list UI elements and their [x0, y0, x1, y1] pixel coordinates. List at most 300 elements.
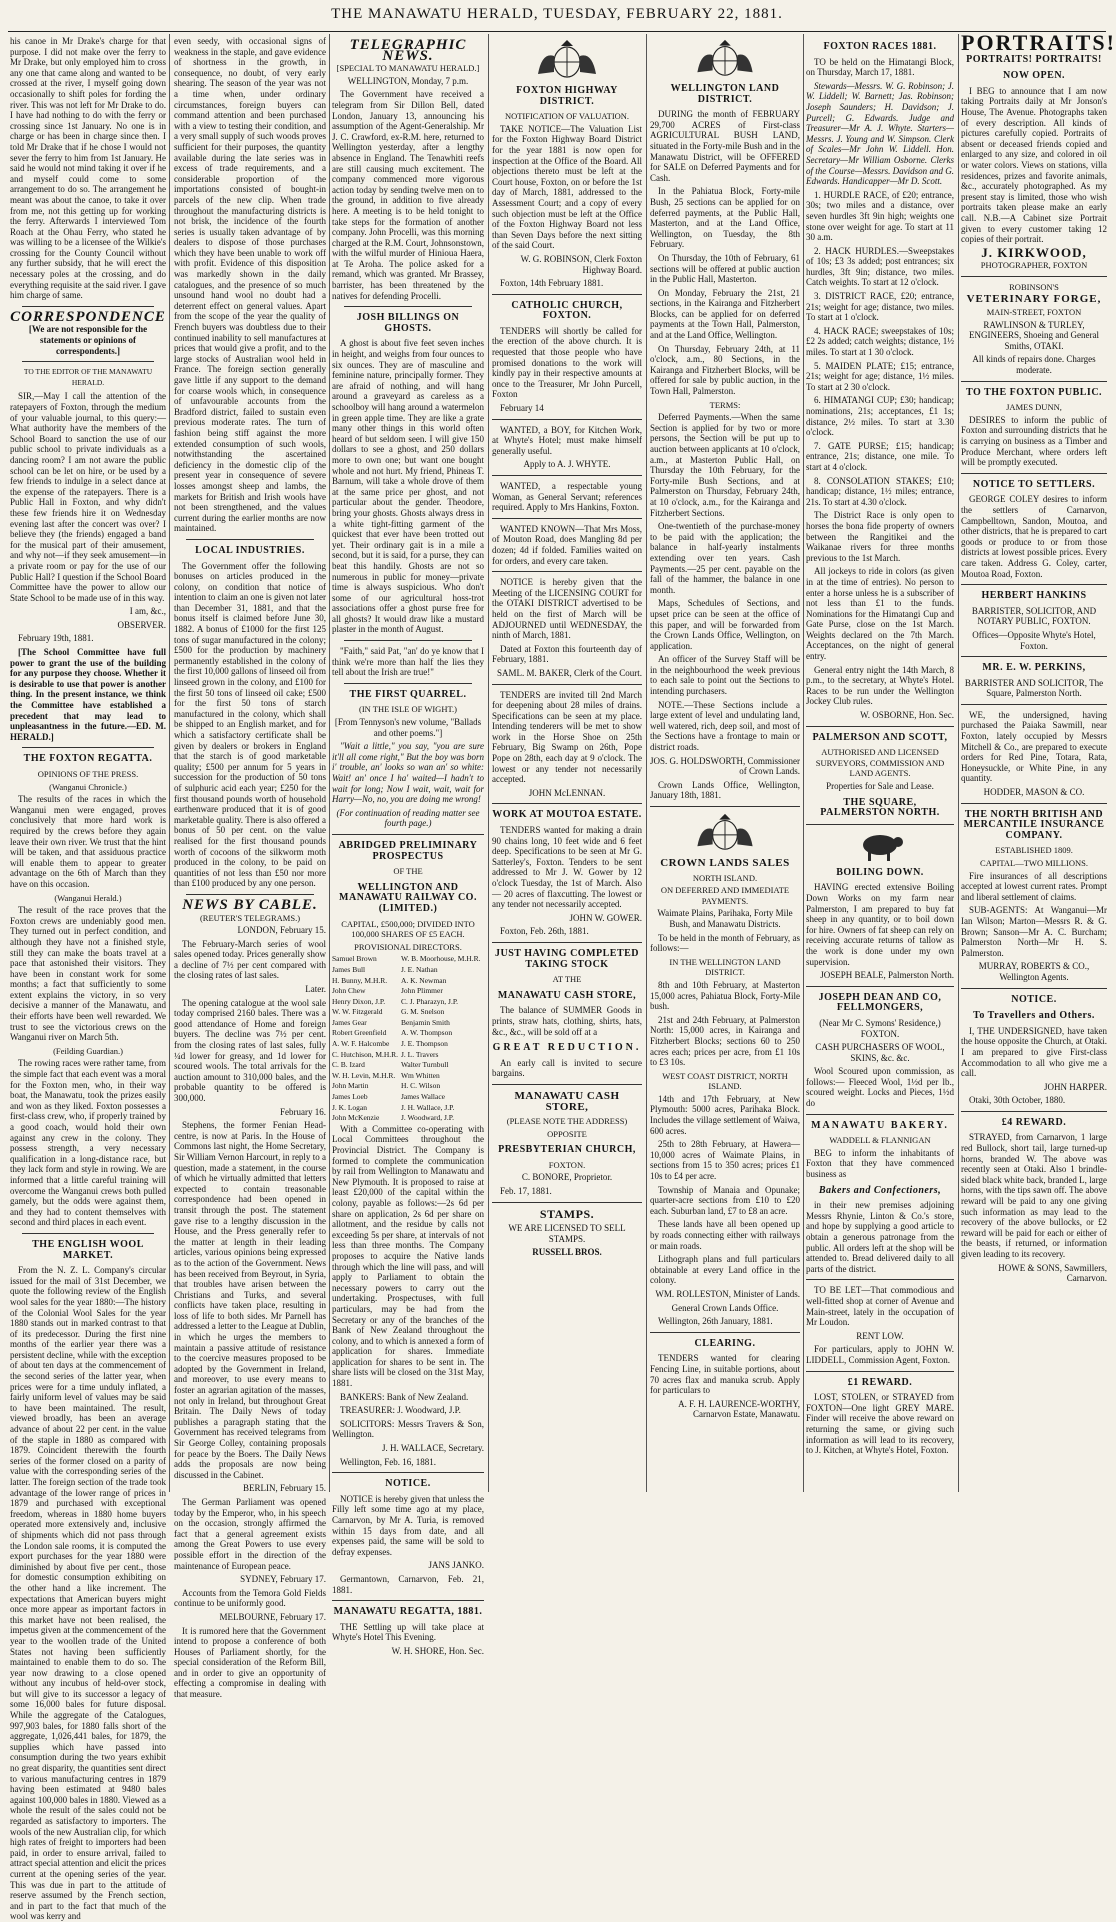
dateline: February 16. — [280, 1106, 326, 1117]
wld-text: One-twentieth of the purchase-money to be paid with the application; the balance in half-yearly instalments extending over ten years. Cash Payments.—25 per cent. payable on the fall of the hammer, the balance in one month. — [650, 521, 800, 595]
ghosts-heading: JOSH BILLINGS ON GHOSTS. — [356, 312, 460, 334]
crown-lands-text: Waimate Plains, Parihaka, Forty Mile Bush, and Manawatu Districts. — [657, 908, 793, 929]
divider — [961, 1111, 1107, 1112]
director-row — [332, 1050, 484, 1061]
divider — [344, 306, 472, 307]
moutoa-signature: JOHN W. GOWER. — [569, 912, 642, 923]
letter-signoff: I am, &c., — [129, 606, 166, 617]
filly-notice-date: Germantown, Carnarvon, Feb. 21, 1881. — [332, 1573, 484, 1595]
divider — [806, 1279, 954, 1280]
hankins-text: BARRISTER, SOLICITOR, AND NOTARY PUBLIC, FOXTON. — [971, 605, 1097, 627]
race-item: 6. HIMATANGI CUP; £30; handicap; nominations, 21s; acceptances, £1 1s; distance, 2½ miles. To start at 3.30 o'clock. — [806, 395, 954, 438]
cash-store-at: AT THE — [552, 974, 582, 985]
races-text: All jockeys to ride in colors (as given in at the time of entries). No person to enter a horse unless he is a subscriber of not less than £1 to the funds. Nominations for the Himatangi Cup and Gate Purse, close on the 1st March. Weights declared on the 7th March. Acceptances, on the night of general entry. — [806, 566, 954, 662]
portraits-text: I BEG to announce that I am now taking Portraits daily at Mr Jonson's House, The Avenue. Photographs taken of every description. All kinds of pictures carefully copied. Portraits of absent or deceased friends copied and enlarged to any size, and colored in oil or water colors. Views on stations, villa residences, prizes and favorite animals, &c., accurately photographed. As my present stay is limited, those who wish portraits taken please make an early call. N.B.—A Cabinet size Portrait given to every customer taking 12 copies of their portrait. — [961, 85, 1107, 245]
director-name: J. K. Logan — [332, 1102, 367, 1112]
filly-notice-signature: JANS JANKO. — [428, 1560, 484, 1571]
dateline: WELLINGTON, Monday, 7 p.m. — [347, 75, 469, 86]
race-item: 5. MAIDEN PLATE; £15; entrance, 21s; weight for age; distance, 1½ miles. To start at 2 30 o'clock. — [806, 360, 954, 392]
settlers-text: GEORGE COLEY desires to inform the settlers of Carnarvon, Campbelltown, Sandon, Moutoa, and other districts, that he is prepared to cart goods or produce to or from those districts at lowest possible prices. Every care taken. Address G. Coley, carter, Moutoa Road, Foxton. — [961, 494, 1107, 579]
editor-note: [The School Committee have full power to grant the use of the building for any purpose they choose. Whether it is desirable to use that power is another thing. In the present instance, we think the Committee have established a precedent that may lead to unpleasantness in the future.—ED. M. HERALD.] — [10, 647, 166, 742]
wld-heading: WELLINGTON LAND DISTRICT. — [670, 83, 780, 105]
crown-lands-heading: CROWN LANDS SALES — [660, 857, 790, 869]
director-row — [332, 1039, 484, 1050]
dateline: SYDNEY, February 17. — [240, 1574, 326, 1585]
divider — [492, 475, 642, 476]
divider — [332, 1472, 484, 1473]
dean-subheading: (Near Mr C. Symons' Residence,) FOXTON. — [819, 1017, 941, 1039]
railway-name: WELLINGTON AND MANAWATU RAILWAY CO. (LIMITED.) — [339, 881, 477, 914]
hankins-heading: HERBERT HANKINS — [981, 590, 1087, 602]
director-name: Wm Whitten — [400, 1070, 440, 1080]
column-6 — [806, 36, 954, 1491]
surveyors-heading: PALMERSON AND SCOTT, — [812, 731, 948, 743]
director-row — [332, 965, 484, 976]
forge-text-2: All kinds of repairs done. Charges moderate. — [972, 354, 1096, 376]
masthead: THE MANAWATU HERALD, TUESDAY, FEBRUARY 22, 1881. — [331, 6, 783, 22]
divider — [22, 747, 154, 748]
drain-tenders-text: TENDERS are invited till 2nd March for deepening about 28 miles of drains. Specifications can be seen at my place. Intending tenderers will be met to show work in the Horse Shoe on 25th February, Big Swamp on 26th, Pope Pope on 28th, each day at 9 o'clock. The lowest or any tender not necessarily accepted. — [492, 689, 642, 785]
races-text: The District Race is only open to horses the bona fide property of owners between the Rangitikei and the Waikanae rivers for three months previous to the 1st March. — [806, 510, 954, 563]
licensing-date: Dated at Foxton this fourteenth day of February, 1881. — [492, 643, 642, 665]
public-name: JAMES DUNN, — [1006, 402, 1062, 413]
director-name: J. H. Wallace, J.P. — [400, 1102, 455, 1112]
sheep-icon — [853, 830, 907, 862]
director-name: A. K. Newman — [400, 975, 447, 985]
forge-heading: VETERINARY FORGE, — [966, 293, 1102, 306]
director-name: G. M. Snelson — [400, 1007, 445, 1017]
divider — [492, 571, 642, 572]
director-row — [332, 1092, 484, 1103]
catholic-text: TENDERS will shortly be called for the erection of the above church. It is requested that those people who have promised donations to the work will kindly pay in their respective amounts at once to the Treasurer, Mr John Purcell, Foxton — [492, 325, 642, 400]
insurance-capital: CAPITAL—TWO MILLIONS. — [980, 858, 1088, 868]
forge-text: RAWLINSON & TURLEY, ENGINEERS, Shoeing and General Smiths, OTAKI. — [969, 319, 1099, 351]
travellers-subheading: To Travellers and Others. — [973, 1010, 1095, 1022]
divider — [332, 834, 484, 835]
wld-text: On Monday, February the 21st, 21 sections, in the Kairanga and Fitzherbert Blocks, can be applied for on deferred payments at the Town Hall, Palmerston, and at the Land Office, Wellington. — [650, 287, 800, 341]
divider — [492, 803, 642, 804]
director-name: Walter Turnbull — [400, 1060, 449, 1070]
moutoa-date: Foxton, Feb. 26th, 1881. — [500, 926, 589, 937]
bakery-text: BEG to inform the inhabitants of Foxton that they have commenced business as — [806, 1147, 954, 1180]
column-divider — [488, 34, 489, 1492]
divider — [492, 419, 642, 420]
quarrel-heading: THE FIRST QUARREL. — [349, 688, 467, 700]
public-text: DESIRES to inform the public of Foxton and surrounding districts that he is carrying on business as a Timber and Produce Merchant, where orders left will be promptly executed. — [961, 414, 1107, 468]
moutoa-heading: WORK AT MOUTOA ESTATE. — [492, 809, 642, 821]
bakery-subheading: WADDELL & FLANNIGAN — [829, 1135, 931, 1146]
director-name: C. B. Izard — [332, 1060, 365, 1070]
royal-crest-icon — [690, 38, 760, 78]
divider — [961, 988, 1107, 989]
correspondence-heading: CORRESPONDENCE — [10, 308, 166, 325]
crown-lands-text: 21st and 24th February, at Palmerston North: 15,000 acres, in Kairanga and Fitzherbert Blocks; sections 60 to 250 acres each; prices per acre, from £1 10s to £3 10s. — [650, 1014, 800, 1068]
cash-store-text-2: An early call is invited to secure bargains. — [492, 1057, 642, 1079]
wool-heading: THE ENGLISH WOOL MARKET. — [32, 1238, 144, 1261]
railway-bankers: BANKERS: Bank of New Zealand. — [340, 1391, 469, 1402]
licensing-text: NOTICE is hereby given that the Meeting of the LICENSING COURT for the OTAKI DISTRICT advertised to be held on the first of March will be ADJOURNED until WEDNESDAY, the ninth of March, 1881. — [492, 577, 642, 641]
railway-secretary: J. H. WALLACE, Secretary. — [382, 1443, 484, 1454]
telegraphic-heading: TELEGRAPHIC NEWS. — [349, 37, 467, 64]
column-1 — [10, 36, 166, 1922]
divider — [961, 803, 1107, 804]
divider — [344, 640, 472, 641]
divider — [806, 986, 954, 987]
bakery-trade: Bakers and Confectioners, — [818, 1184, 942, 1196]
wanted-boy-text: WANTED, a BOY, for Kitchen Work, at Whyte's Hotel; must make himself generally useful. — [492, 424, 642, 456]
bakery-heading: MANAWATU BAKERY. — [811, 1119, 949, 1131]
director-row — [332, 1060, 484, 1071]
to-let-apply: For particulars, apply to JOHN W. LIDDELL, Commission Agent, Foxton. — [806, 1344, 954, 1365]
race-item: 2. HACK HURDLES.—Sweepstakes of 10s; £3 3s added; post entrances; six hurdles, 3ft 9in; distance, two miles. Catch weights. To start at 12 o'clock. — [806, 245, 954, 288]
dateline: LONDON, February 15. — [237, 925, 326, 936]
director-row — [332, 986, 484, 997]
reward2-text: STRAYED, from Carnarvon, 1 large red Bullock, short tail, large turned-up horns, branded W. The above was recently seen at Otaki. Also 1 brindle-sided black white back, branded L, large horns, with the tips sawn off. The above reward will be paid to any one giving such information as may lead to the recovery of the above bullocks, or £2 reward will be paid for each or either of the beasts, if returned, or information given leading to its recovery. — [961, 1132, 1107, 1259]
divider — [492, 1084, 642, 1085]
railway-heading: ABRIDGED PRELIMINARY PROSPECTUS — [338, 839, 478, 862]
divider — [492, 518, 642, 519]
portraits-heading: PORTRAITS! — [961, 30, 1116, 55]
wld-text: Deferred Payments.—When the same Section is applied for by two or more persons, the Section will be put up to auction between applicants at 10 o'clock, a.m., at Masterton Public Hall, on Thursday the 10th February, for the Forty-mile Bush Sections, and at Palmerston on Thursday, February 24th, at 10 o'clock, a.m., for the Kairanga and Fitzherbert Sections. — [650, 412, 800, 518]
director-name: James Loeb — [332, 1092, 368, 1102]
insurance-heading: THE NORTH BRITISH AND MERCANTILE INSURANCE COMPANY. — [963, 808, 1105, 841]
news-text: The German Parliament was opened today by the Emperor, who, in his speech on the occasion, strongly affirmed the fact that a general agreement exists among the Great Powers to use every possible effort in the direction of the maintenance of European peace. — [174, 1496, 326, 1571]
crown-lands-west-coast: WEST COAST DISTRICT, NORTH ISLAND. — [662, 1070, 788, 1092]
director-name: John Plimmer — [400, 986, 443, 996]
director-name: John Martin — [332, 1081, 369, 1091]
races-list — [806, 190, 954, 508]
news-text: It is rumored here that the Government intend to propose a conference of both Houses of Parliament shortly, for the special consideration of the Reform Bill, and in order to give an opportunity of effecting a compromise in dealing with that measure. — [174, 1625, 326, 1700]
crown-lands-wld: IN THE WELLINGTON LAND DISTRICT. — [669, 956, 781, 978]
herald-text: The result of the race proves that the Foxton crews are undeniably good men. They turned out in perfect condition, and although they have not a finished style, still they can make the boats travel at a pace that astonished their visitors. They have been in constant work for some months; a fact that sufficiently to some extent explains the victory, in so very decisive a manner of the Manawatu, and their efforts have been well rewarded. We trust to see the victorious crews on the Wanganui river on March 5th. — [10, 905, 166, 1043]
railway-text: With a Committee co-operating with Local Committees throughout the Provincial District. The Company is formed to complete the communication by rail from Wellington to Manawatu and New Plymouth. It is proposed to raise at least £20,000 of the capital within the colony, payable as follows:—2s 6d per share on application, 2s 6d per share on allotment, and the residue by calls not exceeding 5s per share, at intervals of not less than three months. The Company proposes to acquire the Native lands through which the line will pass, and will apply to Parliament to obtain the necessary powers to carry out the undertaking. Prospectuses, with full particulars, may be had from the Secretary or any of the branches of the Bank of New Zealand throughout the colony, and to which is annexed a form of application for shares. Immediate application for shares to be sent in. The share lists will be closed on the 31st May, 1881. — [332, 1123, 484, 1389]
travellers-date: Otaki, 30th October, 1880. — [969, 1095, 1066, 1106]
insurance-agents: SUB-AGENTS: At Wanganui—Mr Ian Wilson; Marton—Messrs R. & G. Brown; Sanson—Mr A. C. Burcham; Palmerston North—Mr H. S. Palmerston. — [961, 905, 1107, 958]
regatta-heading: THE FOXTON REGATTA. — [23, 753, 153, 765]
portraits-signature-2: PHOTOGRAPHER, FOXTON — [980, 260, 1088, 271]
insurance-signature: MURRAY, ROBERTS & CO., Wellington Agents. — [978, 961, 1090, 982]
column-5 — [650, 36, 800, 1491]
sawmill-text: WE, the undersigned, having purchased the Paiaka Sawmill, near Foxton, lately occupied by Messrs Mitchell & Co., are prepared to execute orders for Red Pine, Totara, Rata, Honeysuckle, or White Pine, in any quantity. — [961, 709, 1107, 784]
dateline: Later. — [305, 984, 326, 995]
director-row — [332, 1081, 484, 1092]
crown-lands-text: 14th and 17th February, at New Plymouth: 5000 acres, Parihaka Block. Includes the village settlement of Waiwa, 600 acres. — [650, 1093, 800, 1136]
wool-continued: even seedy, with occasional signs of weakness in the staple, and gave evidence of shortness in the growth, in consequence, no doubt, of very early shearing. The season of the year was not a time when, under ordinary circumstances, foreign buyers can command attention and been purchased with a view to testing their condition, and a very small supply of such woods proves sufficient for their purposes, the quantity available during the late series was in excess of trade requirements, and a considerable proportion of the importations consisted of bought-in parcels of the new clip. When trade throughout the manufacturing districts is not brisk, the incidence of the fourth series is usually taken advantage of by dealers to dispose of those purchases which they have been unable to work off with profit. Evidence of this disposition was markedly shown in the daily catalogues, and the presence of so much unsound hand wool no doubt had a deterrent effect on general values. Apart from the scope of the year the quality of French buyers was doubtless due to their continued inability to sell manufactures at prices that would give a profit, and to the large stocks of Australian wool held in France. The foreign section generally gave little if any support to the demand for coarse wools which, in consequence of unfavourable accounts from the Bradford district, failed to sustain even previous moderate rates. The turn of fashion being stiff against the more extended consumption of such wools, notwithstanding the ascertained deficiency in the domestic clip of the present year in consequence of severe losses amongst sheep and lambs, the markets for British and Irish wools have not been strengthened, and the values current during the earlier months are now maintained. — [174, 36, 326, 534]
column-divider — [329, 34, 330, 1492]
divider — [806, 1114, 954, 1115]
regatta-subheading: OPINIONS OF THE PRESS. — [37, 769, 139, 779]
insurance-established: ESTABLISHED 1809. — [995, 845, 1073, 856]
foxton-highway-subheading: NOTIFICATION OF VALUATION. — [504, 111, 630, 122]
travellers-signature: JOHN HARPER. — [1043, 1081, 1107, 1092]
races-intro: TO be held on the Himatangi Block, on Thursday, March 17, 1881. — [806, 56, 954, 78]
director-name: A. W. Thompson — [400, 1028, 453, 1038]
railway-solicitors: SOLICITORS: Messrs Travers & Son, Wellington. — [332, 1418, 484, 1440]
news-text: The February-March series of wool sales opened today. Prices generally show a decline of 7½ per cent compared with the closing rates of last sales. — [174, 938, 326, 981]
letter-date: February 19th, 1881. — [18, 633, 94, 644]
letter-signature: OBSERVER. — [117, 619, 166, 630]
wanted-boy-signature: Apply to A. J. WHYTE. — [523, 459, 611, 470]
director-name: W. W. Fitzgerald — [332, 1007, 383, 1017]
clearing-signature: A. F. H. LAURENCE-WORTHY, Carnarvon Estate, Manawatu. — [678, 1398, 800, 1420]
cash-store-name: MANAWATU CASH STORE, — [497, 989, 637, 1001]
divider — [22, 361, 154, 362]
column-7 — [961, 30, 1116, 1491]
dateline: MELBOURNE, February 17. — [219, 1611, 326, 1622]
crown-lands-text: These lands have all been opened up by roads connecting either with railways or main roads. — [650, 1219, 800, 1251]
director-name: H. Bunny, M.H.R. — [332, 975, 388, 985]
divider — [961, 704, 1107, 705]
travellers-text: I, THE UNDERSIGNED, have taken the house opposite the Church, at Otaki. I am prepared to give First-class Accommodation to all who give me a call. — [961, 1025, 1107, 1079]
bakery-text-2: in their new premises adjoining Messrs Rhynie, Linton & Co.'s store, and hope by supplying a good article to obtain a generous patronage from the public. All orders left at the shop will be attended to. Bread delivered daily to all parts of the district. — [806, 1200, 954, 1274]
column-divider — [169, 34, 170, 1492]
perkins-text: BARRISTER AND SOLICITOR, The Square, Palmerston North. — [964, 677, 1104, 699]
director-name: H. C. Wilson — [400, 1081, 441, 1091]
director-row — [332, 954, 484, 965]
director-name: C. Hutchison, M.H.R. — [332, 1049, 399, 1059]
foxton-highway-text: TAKE NOTICE—The Valuation List for the Foxton Highway Board District for the year 1881 is now open for inspection at the Office of the Board. All objections thereto must be left at the Court house, Foxton, on or before the 1st day of March, 1881, addressed to the Assessment Court; and a copy of every such objection must be left at the Office of the Foxton Highway Board not less than Seven Days before the next sitting of the said Court. — [492, 123, 642, 251]
reward-heading: £1 REWARD. — [847, 1376, 913, 1388]
crown-lands-text: 25th to 28th February, at Hawera—10,000 acres of Waimate Plains, in sections from 15 to 350 acres; prices £1 10s to £4 per acre. — [650, 1139, 800, 1182]
crown-lands-payments: ON DEFERRED AND IMMEDIATE PAYMENTS. — [660, 885, 790, 906]
directors-table — [332, 954, 484, 1124]
race-item: 3. DISTRICT RACE, £20; entrance, 21s; weight for age; distance, two miles. To start at 1 o'clock. — [806, 291, 954, 323]
divider — [961, 473, 1107, 474]
to-let-rent: RENT LOW. — [856, 1330, 904, 1341]
director-name: Robert Greenfield — [332, 1028, 387, 1038]
divider — [186, 894, 314, 895]
director-name: Samuel Brown — [332, 954, 377, 964]
crown-lands-subheading: NORTH ISLAND. — [692, 872, 758, 883]
divider — [650, 1332, 800, 1333]
cash-store-town: FOXTON. — [548, 1159, 586, 1170]
column-divider — [803, 34, 804, 1492]
boiling-signature: JOSEPH BEALE, Palmerston North. — [820, 970, 954, 981]
ghosts-quote: "Faith," said Pat, "an' do ye know that I think we're more than half the lies they tell about the Irish are true!" — [332, 646, 484, 678]
crown-lands-text: Lithograph plans and full particulars obtainable at every Land office in the colony. — [650, 1254, 800, 1286]
director-row — [332, 1071, 484, 1082]
royal-crest-icon — [532, 38, 602, 80]
director-name: J. E. Thompson — [400, 1039, 448, 1049]
race-item: 4. HACK RACE; sweepstakes of 10s; £2 2s added; catch weights; distance, 1½ miles. To start at 1 30 o'clock. — [806, 325, 954, 358]
column-divider — [646, 34, 647, 1492]
chronicle-heading: (Wanganui Chronicle.) — [49, 781, 127, 792]
surveyors-address: THE SQUARE, PALMERSTON NORTH. — [820, 796, 940, 819]
director-name: Henry Dixon, J.P. — [332, 996, 386, 1006]
ghosts-text: A ghost is about five feet seven inches in height, and weighs from four ounces to six ounces. They are of masculine and feminine nature, principally former. They are afraid of nothing, and will hang around a graveyard as careless as a schoolboy will hang around a watermelon in green apple time. They are like a grate many other things in this world often heard of but seldom seen. I will give 150 dollars to see a ghost, and 250 dollars more to own one; but want one bought whole and not hurt. My friend, Phineas T. Barnum, will take a whole drove of them at the same price per ghost, and not particular about the gender. Theodore, bring your ghosts. Ghosts always dress in a white tight-fitting garment of the quickest that ever have been trotted out yet. Their ordinary gait is in a mile a second, but it is said, for a purse, they can beat this handily. Ghosts are not so numerous in public for money—private time is always suspicious. Who don't some of our agricultural hoss-trot associations offer a ghost purse free for all ghosts? It would draw like a mustard plaster in the month of August. — [332, 338, 484, 635]
director-row — [332, 1113, 484, 1124]
dean-text: CASH PURCHASERS OF WOOL, SKINS, &c. &c. — [815, 1042, 945, 1063]
filly-notice-heading: NOTICE. — [385, 1478, 431, 1490]
divider — [961, 276, 1107, 277]
crown-lands-text: To be held in the month of February, as follows:— — [650, 932, 800, 954]
quarrel-continuation: (For continuation of reading matter see fourth page.) — [336, 807, 480, 829]
director-name: C. J. Pharazyn, J.P. — [400, 996, 459, 1006]
cash-store-reduction: GREAT REDUCTION. — [492, 1042, 642, 1054]
cash-store-church: PRESBYTERIAN CHURCH, — [498, 1144, 636, 1156]
crown-lands-text: 8th and 10th February, at Masterton 15,000 acres, Pahiatua Block, Forty-Mile bush. — [650, 979, 800, 1012]
director-name: A. W. F. Halcombe — [332, 1039, 390, 1049]
divider — [492, 942, 642, 943]
director-name: Benjamin Smith — [400, 1017, 450, 1027]
portraits-subheading: PORTRAITS! PORTRAITS! — [966, 53, 1102, 65]
wld-text: In the Pahiatua Block, Forty-mile Bush, 25 sections can be applied for on deferred payments, at the Public Hall, Masterton, and at the Land Office, Wellington, on Tuesday, the 8th February. — [650, 186, 800, 250]
director-row — [332, 997, 484, 1008]
race-item: 8. CONSOLATION STAKES; £10; handicap; distance, 1½ miles; entrance, 21s. To start at 4.30 o'clock. — [806, 475, 954, 507]
portraits-open: NOW OPEN. — [1002, 70, 1066, 82]
director-row — [332, 1018, 484, 1029]
railway-capital: CAPITAL, £500,000; DIVIDED INTO 100,000 SHARES OF £5 EACH. — [341, 918, 475, 940]
surveyors-text: Properties for Sale and Lease. — [826, 781, 934, 791]
quarrel-source: [From Tennyson's new volume, "Ballads and other poems."] — [334, 717, 482, 738]
hankins-office: Offices—Opposite Whyte's Hotel, Foxton. — [972, 629, 1096, 651]
news-text: The opening catalogue at the wool sale today comprised 2160 bales. There was a good attendance of Home and foreign buyers. The decline was 7½ per cent. from the closing rates of last sales, fully ¼d lower for greasy, and 1d lower for scoured wools. The total arrivals for the auction amount to 310,000 bales, and the probable quantity to be offered is 300,000. — [174, 997, 326, 1103]
cash-store-note: (PLEASE NOTE THE ADDRESS) — [506, 1116, 628, 1127]
divider — [332, 1600, 484, 1601]
letter-text: SIR,—May I call the attention of the ratepayers of Foxton, through the medium of your valuable journal, to this query:—What authority have the members of the School Board to sanction the use of our public school to private individuals as a dancing room? I am not aware the public school can be let on hire, or be used by a few friends to indulge in a select dance at the expense of the ratepayers. There is a Public Hall in Foxton, and why didn't these few friends hire it on Wednesday evening last after the concert was over? I believe they (the friends) engaged a band for the musical part of their amusement, and why not—if they seek amusement—in a private room or pay for the use of our Public Hall? I question if the School Board Committee have the power to allow our State School to be made use of in this way. — [10, 391, 166, 603]
stamps-text: WE ARE LICENSED TO SELL STAMPS. — [508, 1223, 626, 1244]
catholic-date: February 14 — [500, 403, 544, 414]
telegraphic-text: The Government have received a telegram from Sir Dillon Bell, dated London, January 13, announcing his assumption of the Agent-Generalship. Mr J. C. Crawford, ex-R.M. here, returned to Wellington yesterday, after a lengthy absence in England. The Tenawhiti reefs are still causing much excitement. The company commenced more vigorous action today by sending twelve men on to the ground, in addition to five already here. A meeting is to be held tonight to take steps for the formation of another company. John Procelli, was this morning charged at the R.M. Court, Johnsonstown, with the wilful murder of Hinioua Haera, at Te Aroha. The police asked for a remand, which was granted. Mr Brassey, barrister, has been threatened by the natives for defending Procelli. — [332, 89, 484, 301]
surveyors-subheading: AUTHORISED AND LICENSED SURVEYORS, COMMISSION AND LAND AGENTS. — [815, 747, 945, 779]
news-text: Stephens, the former Fenian Head-centre, is now at Paris. In the House of Commons last night, the Home Secretary, Sir William Vernon Harcourt, in reply to a question, made a statement, in the course of which he virtually admitted that letters expected to contain treasonable correspondence had been opened in transit through the post. The statement gave rise to a lengthy discussion in the House, and the Press generally refer to the matter at length in their leading articles, various opinions being expressed as to the action of the Government. News has been received from Beyrout, in Syria, that troubles have arisen between the Christians and Turks, and several conflicts have taken place, resulting in loss of life to both sides. Mr Parnell has addressed a letter to the League at Dublin, in which he urges the members to maintain a passive attitude of resistance to the coercive measures proposed to be adopted by the Government in Ireland, and moreover, to use every means to foster an agrarian agitation of the masses, not only in Ireland, but throughout Great Britain. The Daily News of today publishes a paragraph stating that the Government has received telegrams from Sir George Colley, containing proposals for peace by the Boers. The Daily News adds the proposals are now being discussed in the Cabinet. — [174, 1120, 326, 1480]
director-name: W. B. Moorhouse, M.H.R. — [400, 954, 481, 964]
director-name: James Gear — [332, 1017, 367, 1027]
director-name: James Wallace — [400, 1092, 445, 1102]
to-let-text: TO BE LET—That commodious and well-fitted shop at corner of Avenue and Main-street, lately in the occupation of Mr Loudon. — [806, 1285, 954, 1328]
foxton-highway-signature: W. G. ROBINSON, Clerk Foxton Highway Board. — [520, 253, 642, 275]
perkins-heading: MR. E. W. PERKINS, — [982, 662, 1086, 674]
news-heading: NEWS BY CABLE. — [182, 896, 318, 913]
wool-text: From the N. Z. L. Company's circular issued for the mail of 31st December, we quote the following review of the English wool sales for the year 1880:—The history of the Colonial Wool Sales for the year 1880 stands out in marked contrast to that of its predecessor. During the first nine months of the earlier year there was a persistent decline, while with the exception of about ten days at the commencement of the second series of the latter year, when prices were for a time unduly inflated, a fairly uniform level of values may be said to have been maintained. The result, viewed broadly, has been an average advance of about 22 per cent. in the value of the staple in 1880 as compared with 1879. Coincident therewith the fourth series of the former closed on a parity of value with the corresponding series of the latter. The foreign section of the trade took advantage of the lower range of prices in 1879 and purchased with exceptional freedom, whereas in 1880 home buyers operated more extensively and, inclusive of shipments which did not pass through the London sale rooms, it is computed the export purchases for the year 1880 were diminished by about five per cent., those for domestic consumption exhibiting on the other hand a like increment. The expectations that American buyers might once more appear as important factors in this market have not been realised, the impetus given at the commencement of the year to the woollen trade of the United States not having been sufficiently maintained to enable them to do so. The year now drawing to a close opened without any incubus of held-over stock, but will give to its successor a legacy of some 16,000 bales for future disposal. While the aggregate of the Catalogues, 997,903 bales, for 1880 falls short of the aggregate, 1,026,441 bales, for 1879, the supplies which have passed into consumption during the two years exhibit no great disparity, the quantities sent direct to various manufacturing centres in 1879 having been estimated at 9480 bales against 100,000 bales in 1880. Viewed as a whole the result of the sales could not be regarded as satisfactory to importers. The wools of the new Australian clip, for which high rates of freight to importers had been paid, in order to ensure arrival, failed to attract special attention and elicit the prices current at the opening series of the year. This was due in part to the attitude of reserve assumed by the French section, and in part to the fact that much of the wool was kerry and — [10, 1265, 166, 1922]
wanted-servant-text: WANTED, a respectable young Woman, as General Servant; references required. Apply to Mrs Hankins, Foxton. — [492, 481, 642, 513]
director-name: W. H. Levin, M.H.R. — [332, 1070, 396, 1080]
crown-lands-text: Township of Manaia and Opunake; quarter-acre sections from £10 to £20 each. Suburban land, £7 to £8 an acre. — [650, 1184, 800, 1216]
dean-text-2: Wool Scoured upon commission, as follows:— Fleeced Wool, 1½d per lb., scoured weight. Locks and Pieces, 1½d do — [806, 1066, 954, 1109]
quarrel-text: "Wait a little," you say, "you are sure it'll all come right," But the boy was born i' trouble, an' looks so wan an' so white: Wait! an' once I ha' waited—I hadn't to wait for long; Now I wait, wait, wait for Harry—No, no, you are doing me wrong! — [332, 741, 484, 805]
director-row — [332, 976, 484, 987]
crown-lands-date: Wellington, 26th January, 1881. — [658, 1316, 773, 1327]
stamps-heading: STAMPS. — [539, 1206, 595, 1221]
wld-text: Maps, Schedules of Sections, and upset price can be seen at the office of this paper, and will be forwarded from the Crown Lands Office, Wellington, on application. — [650, 598, 800, 651]
industries-heading: LOCAL INDUSTRIES. — [195, 544, 305, 556]
feilding-text: The rowing races were rather tame, from the simple fact that each event was a moral for the Foxton men, who, in their way boat, the Manawatu, took the prizes easily and won as they liked. Foxton possesses a first-class crew, who, if properly trained by a good coach, would hold their own against any crew in the colony. They possess strength, a very necessary qualification in a long-distance race, but they lack form and style in rowing. We are informed that a little careful training will overcome the Wanganui crews both pulled gamely, but the odds were against them, and they had to content themselves with second and third places in each event. — [10, 1058, 166, 1228]
sawmill-signature: HODDER, MASON & CO. — [983, 787, 1085, 798]
cash-store-signature: C. BONORE, Proprietor. — [521, 1172, 613, 1183]
divider — [650, 806, 800, 807]
manawatu-regatta-signature: W. H. SHORE, Hon. Sec. — [391, 1645, 484, 1656]
herald-heading: (Wanganui Herald.) — [54, 892, 122, 903]
column-3 — [332, 36, 484, 1656]
clearing-heading: CLEARING. — [694, 1337, 756, 1349]
disclaimer: [We are not responsible for the statements or opinions of correspondents.] — [28, 324, 148, 356]
director-name: J. Woodward, J.P. — [400, 1113, 454, 1123]
catholic-heading: CATHOLIC CHURCH, FOXTON. — [511, 299, 623, 322]
divider — [344, 683, 472, 684]
divider — [22, 1233, 154, 1234]
railway-of: OF THE — [393, 866, 423, 877]
divider — [22, 306, 154, 307]
to-editor: TO THE EDITOR OF THE MANAWATU HERALD. — [23, 367, 153, 387]
filly-notice-text: NOTICE is hereby given that unless the Filly left some time ago at my place, Carnarvon, by Mr A. Turia, is removed within 15 days from date, and all expenses paid, the same will be sold to defray expenses. — [332, 1493, 484, 1557]
licensing-signature: SAML. M. BAKER, Clerk of the Court. — [497, 667, 642, 678]
wanted-known-text: WANTED KNOWN—That Mrs Moss, of Mouton Road, does Mangling 8d per dozen; 4d if folded. Families waited on for orders, and every care taken. — [492, 523, 642, 566]
settlers-heading: NOTICE TO SETTLERS. — [972, 478, 1096, 490]
column-4 — [492, 36, 642, 1491]
dateline: BERLIN, February 15. — [243, 1483, 326, 1494]
clearing-text: TENDERS wanted for clearing Fencing Line, in suitable portions, about 70 acres flax and manuka scrub. Apply for particulars to — [650, 1353, 800, 1396]
reward-text: LOST, STOLEN, or STRAYED from FOXTON—One light GREY MARE. Finder will receive the above reward on returning the same, or giving such information as will lead to its recovery, to J. Kitchen, at Whyte's Hotel, Foxton. — [806, 1392, 954, 1456]
news-text: Accounts from the Temora Gold Fields continue to be uniformly good. — [174, 1587, 326, 1609]
foxton-highway-date: Foxton, 14th February 1881. — [500, 278, 604, 289]
crown-lands-office: General Crown Lands Office. — [671, 1302, 779, 1313]
director-name: John McKenzie — [332, 1113, 380, 1123]
director-name: J. E. Nathan — [400, 964, 438, 974]
stamps-signature: RUSSELL BROS. — [532, 1247, 602, 1258]
forge-address: MAIN-STREET, FOXTON — [986, 307, 1082, 318]
divider — [961, 381, 1107, 382]
divider — [492, 294, 642, 295]
director-name: J. L. Travers — [400, 1049, 439, 1059]
ferry-text: his canoe in Mr Drake's charge for that purpose. I did not make over the ferry to Mr Drake, but only employed him to cross any one that came along and wanted to be crossed at the river, I myself going down occasionally to shift poles for fording the river. This was not left for Mr Drake to do. I have had nothing to do with the ferry or crossing since 1st January. No one is in charge or has been in charge since then. I told Mr Drake that if he chose I would not sever the ferry to him from 1st January. He said he would not mind taking it over if he and myself could come to some arrangement to do so. The arrangement he meant was about the canoe, to take it over from me, not this getting up for working the ferry. Afterwards I interviewed Tom Roach at the Ohau Ferry, who stated he was willing to be a licensee of the Wilkie's crossing for the County Council without any further subsidy, that he will erect the necessary poles at the crossing, and do everything requisite at the said river. I gave him charge of same. — [10, 36, 166, 301]
wld-text: On Thursday, the 10th of February, 61 sections will be offered at public auction in the Public Hall, Masterton. — [650, 252, 800, 285]
reward2-signature: HOWE & SONS, Sawmillers, Carnarvon. — [998, 1262, 1107, 1284]
races-stewards: Stewards—Messrs. W. G. Robinson; J. W. Liddell; W. Barnett; Jas. Robinson; Joseph Saunders; H. Davidson; J. Purcell; G. Edwards. Judge and Treasurer—Mr A. J. Whyte. Starters—Messrs. J. Young and W. Simpson. Clerk of Scales—Mr John W. Liddell. Hon. Secretary—Mr William Osborne. Clerks of the Course—Messrs. Davidson and G. Edwards. Handicapper—Mr D. Scott. — [806, 80, 954, 187]
feilding-heading: (Feilding Guardian.) — [53, 1045, 123, 1056]
insurance-text: Fire insurances of all descriptions accepted at lowest current rates. Prompt and liberal settlement of claims. — [961, 870, 1107, 902]
divider — [806, 1371, 954, 1372]
travellers-heading: NOTICE. — [1011, 993, 1057, 1005]
boiling-text: HAVING erected extensive Boiling Down Works on my farm near Palmerston, I am prepared to buy fat sheep in any quantity, or to boil down for hire. Owners of fat sheep can rely on receiving accurate returns of tallow as the work is done under my own supervision. — [806, 882, 954, 967]
wld-text: NOTE.—These Sections include a large extent of level and undulating land, well watered, rich, deep soil, and most of the Sections have a frontage to main or district roads. — [650, 699, 800, 753]
cash-store-name-2: MANAWATU CASH STORE, — [514, 1089, 620, 1113]
railway-treasurer: TREASURER: J. Woodward, J.P. — [340, 1405, 461, 1416]
races-heading: FOXTON RACES 1881. — [823, 41, 937, 52]
wld-date: Crown Lands Office, Wellington, January 18th, 1881. — [650, 779, 800, 801]
telegraphic-subheading: [SPECIAL TO MANAWATU HERALD.] — [336, 63, 480, 74]
royal-crest-icon — [690, 812, 760, 852]
divider — [806, 824, 954, 825]
director-name: James Bull — [332, 964, 366, 974]
manawatu-regatta-heading: MANAWATU REGATTA, 1881. — [333, 1606, 483, 1618]
reward2-heading: £4 REWARD. — [1001, 1116, 1067, 1128]
masthead-rule — [8, 31, 1106, 32]
director-row — [332, 1028, 484, 1039]
railway-directors-heading: PROVISIONAL DIRECTORS. — [354, 941, 462, 952]
divider — [961, 656, 1107, 657]
divider — [186, 539, 314, 540]
forge-owner: ROBINSON'S — [1009, 281, 1059, 292]
manawatu-regatta-text: THE Settling up will take place at Whyte's Hotel This Evening. — [332, 1621, 484, 1643]
industries-text: The Government offer the following bonuses on articles produced in the colony, on condition that notice of intention to claim an one is given not later than December 31, 1881, and that the bonus itself is claimed before June 30, 1882. A bonus of £1000 for the first 125 tons of sugar manufactured in the colony; £500 for the production by machinery permanently established in the colony of the first 10,000 gallons of linseed oil from linseed grown in the colony, and £100 for the first 50 tons of linseed oil cake; £500 for the first 50 tons of starch manufactured in the colony, which shall be shipped to an English market, and for which a satisfactory certificate shall be given by dealers or brokers in England that the starch is of good marketable quality; £500 per annum for 5 years in succession for the production of 50 tons of sulphuric acid each year; £250 for the first thousand pounds worth of household earthenware produced that it is of good marketable quality. There is also offered a bonus of 50 per cent. on the value realised for the first thousand pounds worth of cocoons of the silkworm moth produced in the colony, to be paid on quantities of not less than £50 nor more than £100 produced by any one person. — [174, 560, 326, 889]
cash-store-date: Feb. 17, 1881. — [500, 1186, 552, 1197]
crown-lands-signature: WM. ROLLESTON, Minister of Lands. — [655, 1288, 800, 1299]
drain-tenders-signature: JOHN McLENNAN. — [528, 787, 606, 798]
dean-heading: JOSEPH DEAN AND CO, FELLMONGERS, — [818, 991, 942, 1014]
director-row — [332, 1007, 484, 1018]
race-item: 7. GATE PURSE; £15; handicap; entrance, 21s; distance, one mile. To start at 4 o'clock. — [806, 440, 954, 472]
public-heading: TO THE FOXTON PUBLIC. — [965, 386, 1103, 398]
race-item: 1. HURDLE RACE, of £20; entrance, 30s; two miles and a distance, over seven hurdles 3ft 9in high; weights one stone over weight for age. To start at 11 30 a.m. — [806, 189, 954, 243]
wld-text: On Thursday, February 24th, at 11 o'clock, a.m., 80 Sections, in the Kairanga and Fitzherbert Blocks, will be offered for sale by public auction, in the Town Hall, Palmerston. — [650, 343, 800, 397]
cash-store-text: The balance of SUMMER Goods in prints, straw hats, clothing, shirts, hats, &c., &c., will be sold off at a — [492, 1005, 642, 1037]
divider — [961, 584, 1107, 585]
wld-text: DURING the month of FEBRUARY 29,700 ACRES of First-class AGRICULTURAL BUSH LAND, situated in the Forty-mile Bush and in the Manawatu District, will be OFFERED for SALE on Deferred Payments and for Cash. — [650, 109, 800, 183]
portraits-signature: J. KIRKWOOD, — [981, 244, 1087, 260]
cash-store-heading: JUST HAVING COMPLETED TAKING STOCK — [494, 947, 640, 970]
column-2 — [174, 36, 326, 1700]
railway-date: Wellington, Feb. 16, 1881. — [340, 1456, 437, 1467]
